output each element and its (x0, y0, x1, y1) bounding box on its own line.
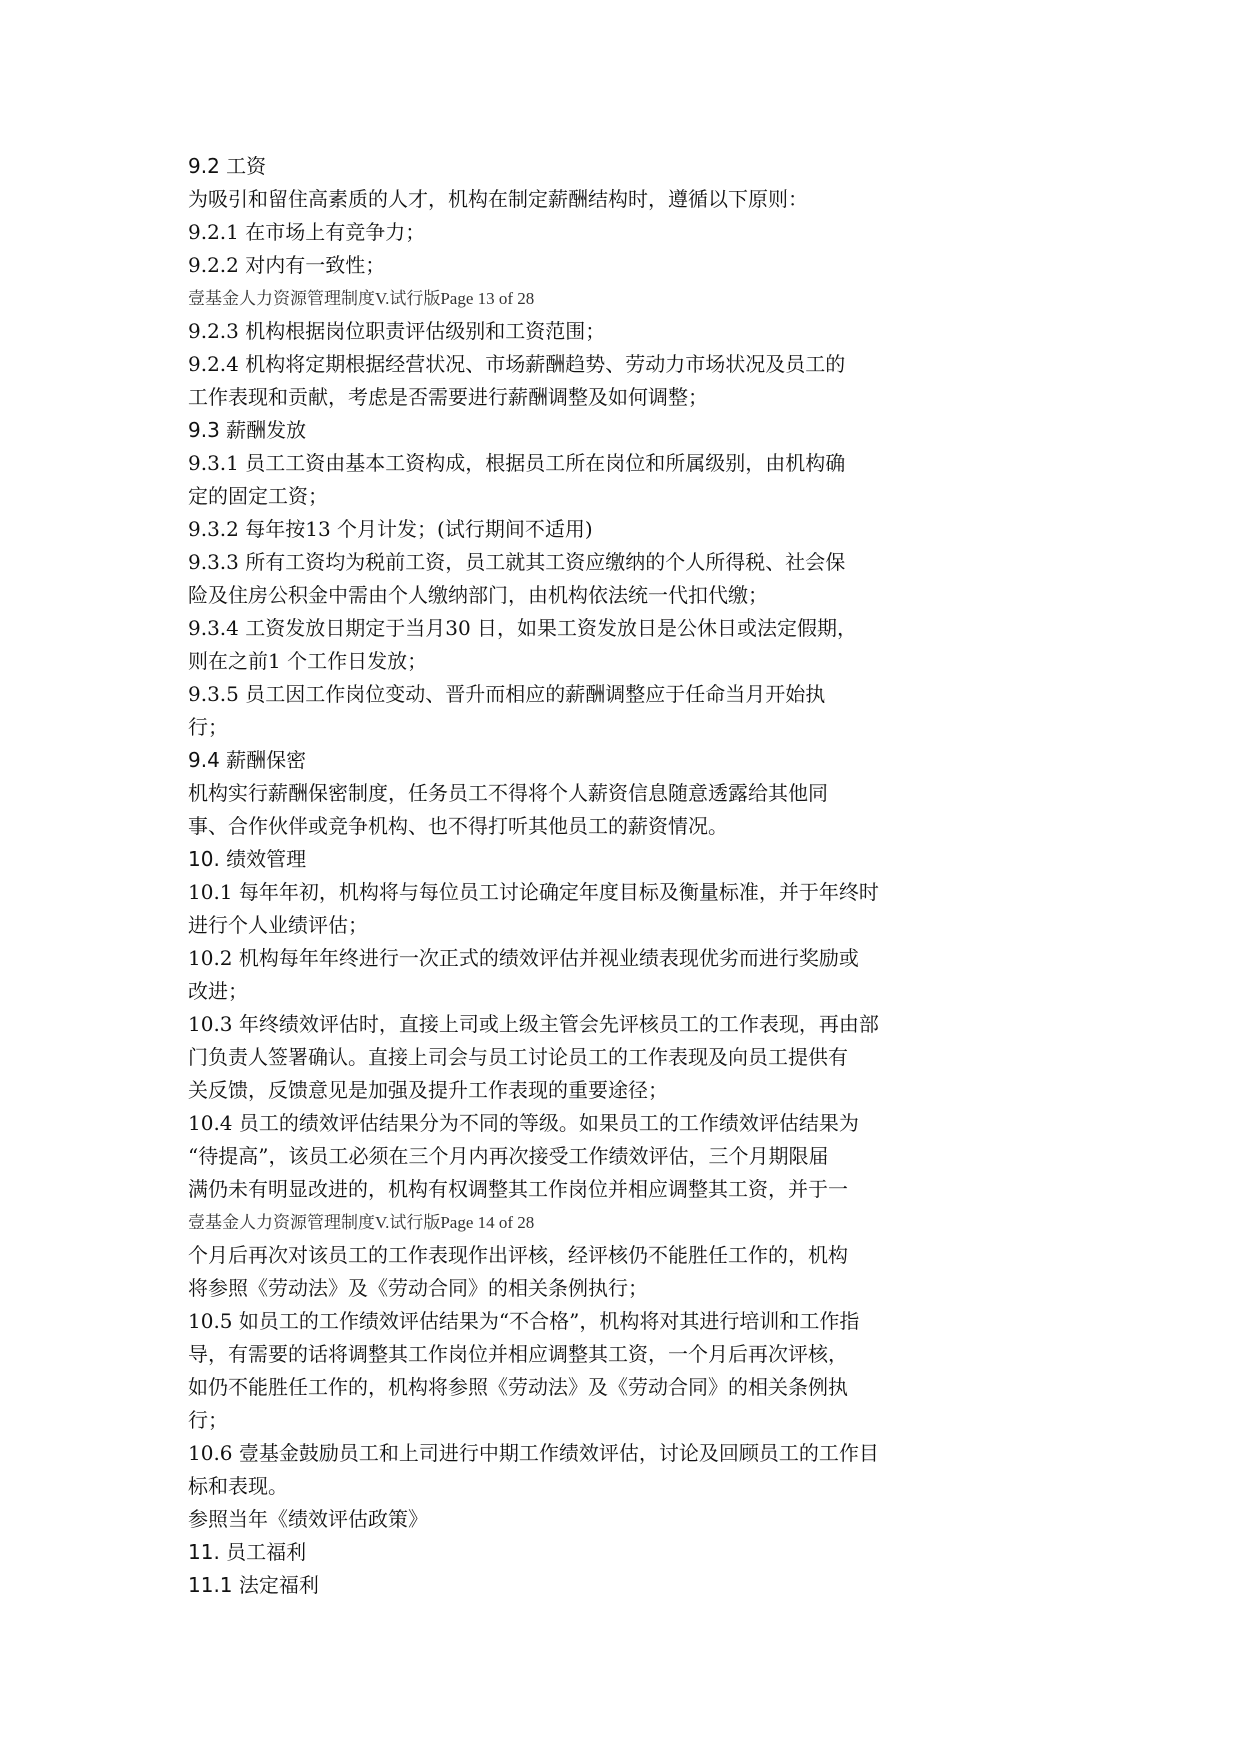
text-line: 9.3.3 所有工资均为税前工资，员工就其工资应缴纳的个人所得税、社会保 (188, 550, 846, 574)
text-line: 关反馈，反馈意见是加强及提升工作表现的重要途径； (188, 1078, 668, 1102)
text-line: 9.3.4 工资发放日期定于当月30 日，如果工资发放日是公休日或法定假期， (188, 616, 858, 640)
page-footer: 壹基金人力资源管理制度V.试行版Page 14 of 28 (188, 1213, 535, 1232)
text-line: 9.2.2 对内有一致性； (188, 253, 386, 277)
text-line: 9.3.2 每年按13 个月计发；(试行期间不适用) (188, 517, 593, 541)
text-line: 9.2.1 在市场上有竞争力； (188, 220, 426, 244)
text-line: 个月后再次对该员工的工作表现作出评核，经评核仍不能胜任工作的，机构 (188, 1243, 848, 1267)
text-line: 10.1 每年年初，机构将与每位员工讨论确定年度目标及衡量标准，并于年终时 (188, 880, 879, 904)
section-heading: 11. 员工福利 (188, 1540, 307, 1564)
text-line: 参照当年《绩效评估政策》 (188, 1507, 428, 1531)
text-line: 行； (188, 715, 228, 739)
text-line: 9.2.3 机构根据岗位职责评估级别和工资范围； (188, 319, 606, 343)
text-line: 行； (188, 1408, 228, 1432)
text-line: 9.2.4 机构将定期根据经营状况、市场薪酬趋势、劳动力市场状况及员工的 (188, 352, 846, 376)
section-heading: 9.4 薪酬保密 (188, 748, 307, 772)
text-line: 机构实行薪酬保密制度，任务员工不得将个人薪资信息随意透露给其他同 (188, 781, 828, 805)
text-line: 标和表现。 (188, 1474, 288, 1498)
text-line: 改进； (188, 979, 248, 1003)
section-heading: 9.3 薪酬发放 (188, 418, 307, 442)
text-line: “待提高”，该员工必须在三个月内再次接受工作绩效评估，三个月期限届 (188, 1144, 829, 1168)
text-line: 导，有需要的话将调整其工作岗位并相应调整其工资，一个月后再次评核， (188, 1342, 848, 1366)
text-line: 10.2 机构每年年终进行一次正式的绩效评估并视业绩表现优劣而进行奖励或 (188, 946, 859, 970)
text-line: 险及住房公积金中需由个人缴纳部门，由机构依法统一代扣代缴； (188, 583, 768, 607)
text-line: 事、合作伙伴或竞争机构、也不得打听其他员工的薪资情况。 (188, 814, 728, 838)
text-line: 定的固定工资； (188, 484, 328, 508)
text-line: 为吸引和留住高素质的人才，机构在制定薪酬结构时，遵循以下原则： (188, 187, 808, 211)
text-line: 10.3 年终绩效评估时，直接上司或上级主管会先评核员工的工作表现，再由部 (188, 1012, 879, 1036)
text-line: 10.5 如员工的工作绩效评估结果为“不合格”，机构将对其进行培训和工作指 (188, 1309, 860, 1333)
document-body (188, 150, 968, 1602)
page-footer: 壹基金人力资源管理制度V.试行版Page 13 of 28 (188, 289, 535, 308)
text-line: 满仍未有明显改进的，机构有权调整其工作岗位并相应调整其工资，并于一 (188, 1177, 848, 1201)
text-line: 则在之前1 个工作日发放； (188, 649, 428, 673)
text-line: 工作表现和贡献，考虑是否需要进行薪酬调整及如何调整； (188, 385, 708, 409)
text-line: 10.6 壹基金鼓励员工和上司进行中期工作绩效评估，讨论及回顾员工的工作目 (188, 1441, 879, 1465)
text-line: 将参照《劳动法》及《劳动合同》的相关条例执行； (188, 1276, 648, 1300)
text-line: 门负责人签署确认。直接上司会与员工讨论员工的工作表现及向员工提供有 (188, 1045, 848, 1069)
section-heading: 10. 绩效管理 (188, 847, 307, 871)
text-line: 进行个人业绩评估； (188, 913, 368, 937)
section-heading: 9.2 工资 (188, 154, 267, 178)
text-line: 如仍不能胜任工作的，机构将参照《劳动法》及《劳动合同》的相关条例执 (188, 1375, 848, 1399)
text-line: 9.3.1 员工工资由基本工资构成，根据员工所在岗位和所属级别，由机构确 (188, 451, 846, 475)
section-heading: 11.1 法定福利 (188, 1573, 319, 1597)
text-line: 10.4 员工的绩效评估结果分为不同的等级。如果员工的工作绩效评估结果为 (188, 1111, 859, 1135)
text-line: 9.3.5 员工因工作岗位变动、晋升而相应的薪酬调整应于任命当月开始执 (188, 682, 826, 706)
